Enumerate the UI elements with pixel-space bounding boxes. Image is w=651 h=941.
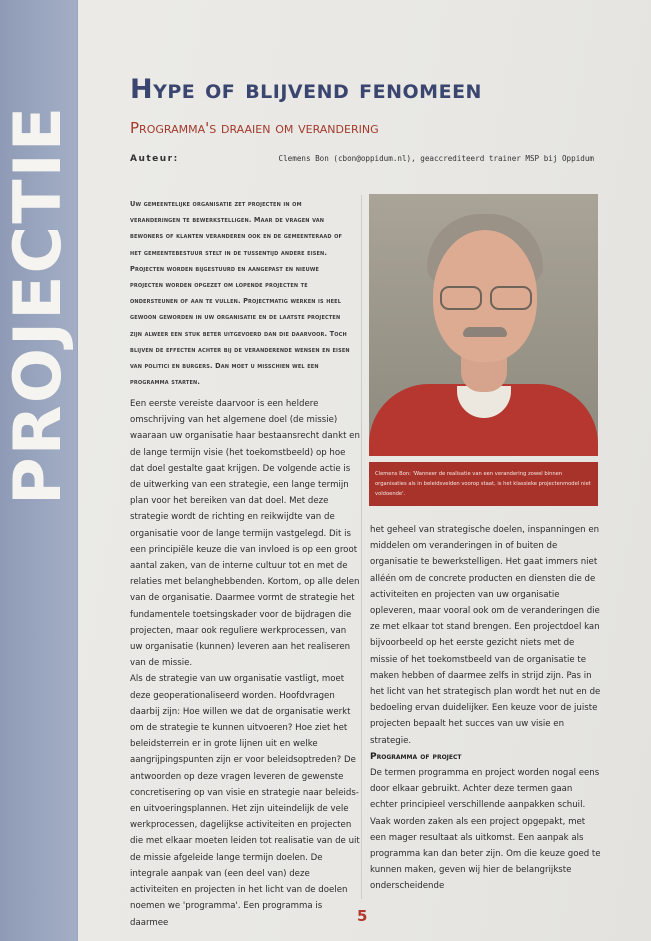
article-intro: Uw gemeentelijke organisatie zet projecten in om veranderingen te bewerkstelligen. Maar de vragen van bewoners of klanten veranderen ook en de gemeenteraad of het gemeentebestuur stelt in de tussentijd andere eisen. Projecten worden bijgestuurd en aangepast en nieuwe projecten worden opgezet om lopende projecten te ondersteunen of aan te vullen. Projectmatig werken is heel gewoon geworden in uw organisatie en de laatste projecten zijn alweer een stuk beter uitgevoerd dan die daarvoor. Toch blijven de effecten achter bij de veranderende wensen en eisen van politici en burgers. Dan moet u misschien wel een programma starten. xyxy=(130,200,350,387)
column-divider xyxy=(361,195,362,899)
body-paragraph: De termen programma en project worden nogal eens door elkaar gebruikt. Achter deze termen gaan echter principieel verschillende aanpakken schuil. Vaak worden zaken als een project opgepakt, met een mager resultaat als uitkomst. Een aanpak als programma kan dan beter zijn. Om die keuze goed te kunnen maken, geven wij hier de belangrijkste onderscheidende xyxy=(370,768,601,892)
glasses-icon xyxy=(440,286,532,308)
author-photo xyxy=(369,194,598,456)
section-strip xyxy=(0,0,78,941)
body-column-left xyxy=(130,396,360,931)
body-paragraph: Een eerste vereiste daarvoor is een heldere omschrijving van het algemene doel (de missie) waaraan uw organisatie haar bestaansrecht dankt en de lange termijn visie (het toekomstbeeld) op hoe dat doel gestalte gaat krijgen. De volgende actie is de uitwerking van een strategie, een lange termijn plan voor het bereiken van dat doel. Met deze strategie wordt de richting en reikwijdte van de organisatie voor de lange termijn vastgelegd. Dit is een principiële keuze die van invloed is op een groot aantal zaken, van de interne cultuur tot en met de relaties met belanghebbenden. Kortom, op alle delen van de organisatie. Daarmee vormt de strategie het fundamentele toetsingskader voor de bijdragen die projecten, maar ook reguliere werkprocessen, van uw organisatie (kunnen) leveren aan het realiseren van de missie. xyxy=(130,399,360,669)
photo-caption: Clemens Bon: 'Wanneer de realisatie van een verandering zowel binnen organisaties als in beleidsvelden voorop staat, is het klassieke projectenmodel niet voldoende'. xyxy=(369,462,598,506)
article-subtitle: Programma's draaien om verandering xyxy=(130,119,379,137)
author-value: Clemens Bon (cbon@oppidum.nl), geaccrediteerd trainer MSP bij Oppidum xyxy=(278,154,594,163)
body-paragraph: Als de strategie van uw organisatie vastligt, moet deze geoperationaliseerd worden. Hoofdvragen daarbij zijn: Hoe willen we dat de organisatie werkt om de strategie te kunnen uitvoeren? Hoe ziet het beleidsterrein er in grote lijnen uit en welke aangrijpingspunten zijn er voor beleidsoptreden? De antwoorden op deze vragen leveren de gewenste concretisering op van visie en strategie naar beleids- en uitvoeringsplannen. Het zijn uiteindelijk de vele werkprocessen, dagelijkse activiteiten en projecten die met elkaar moeten leiden tot realisatie van de uit de missie afgeleide lange termijn doelen. De integrale aanpak van (een deel van) deze activiteiten en projecten in het licht van de doelen noemen we 'programma'. Een programma is daarmee xyxy=(130,674,360,928)
page-number: 5 xyxy=(357,907,368,925)
section-heading: Programma of project xyxy=(370,751,462,762)
body-column-right xyxy=(370,522,601,895)
author-label: Auteur: xyxy=(130,154,179,164)
article-title: Hype of blijvend fenomeen xyxy=(130,74,482,105)
body-paragraph: het geheel van strategische doelen, inspanningen en middelen om veranderingen in of buiten de organisatie te bewerkstelligen. Het gaat immers niet alléén om de concrete producten en diensten die de activiteiten en projecten van uw organisatie opleveren, maar vooral ook om de veranderingen die ze met elkaar tot stand brengen. Een projectdoel kan bijvoorbeeld op het eerste gezicht niets met de missie of het toekomstbeeld van de organisatie te maken hebben of daarmee zelfs in strijd zijn. Pas in het licht van het strategisch plan wordt het nut en de bedoeling ervan duidelijker. Een keuze voor de juiste projecten bepaalt het succes van uw visie en strategie. xyxy=(370,525,601,746)
section-label: PROJECTIE xyxy=(1,104,76,505)
photo-mustache xyxy=(463,327,507,337)
